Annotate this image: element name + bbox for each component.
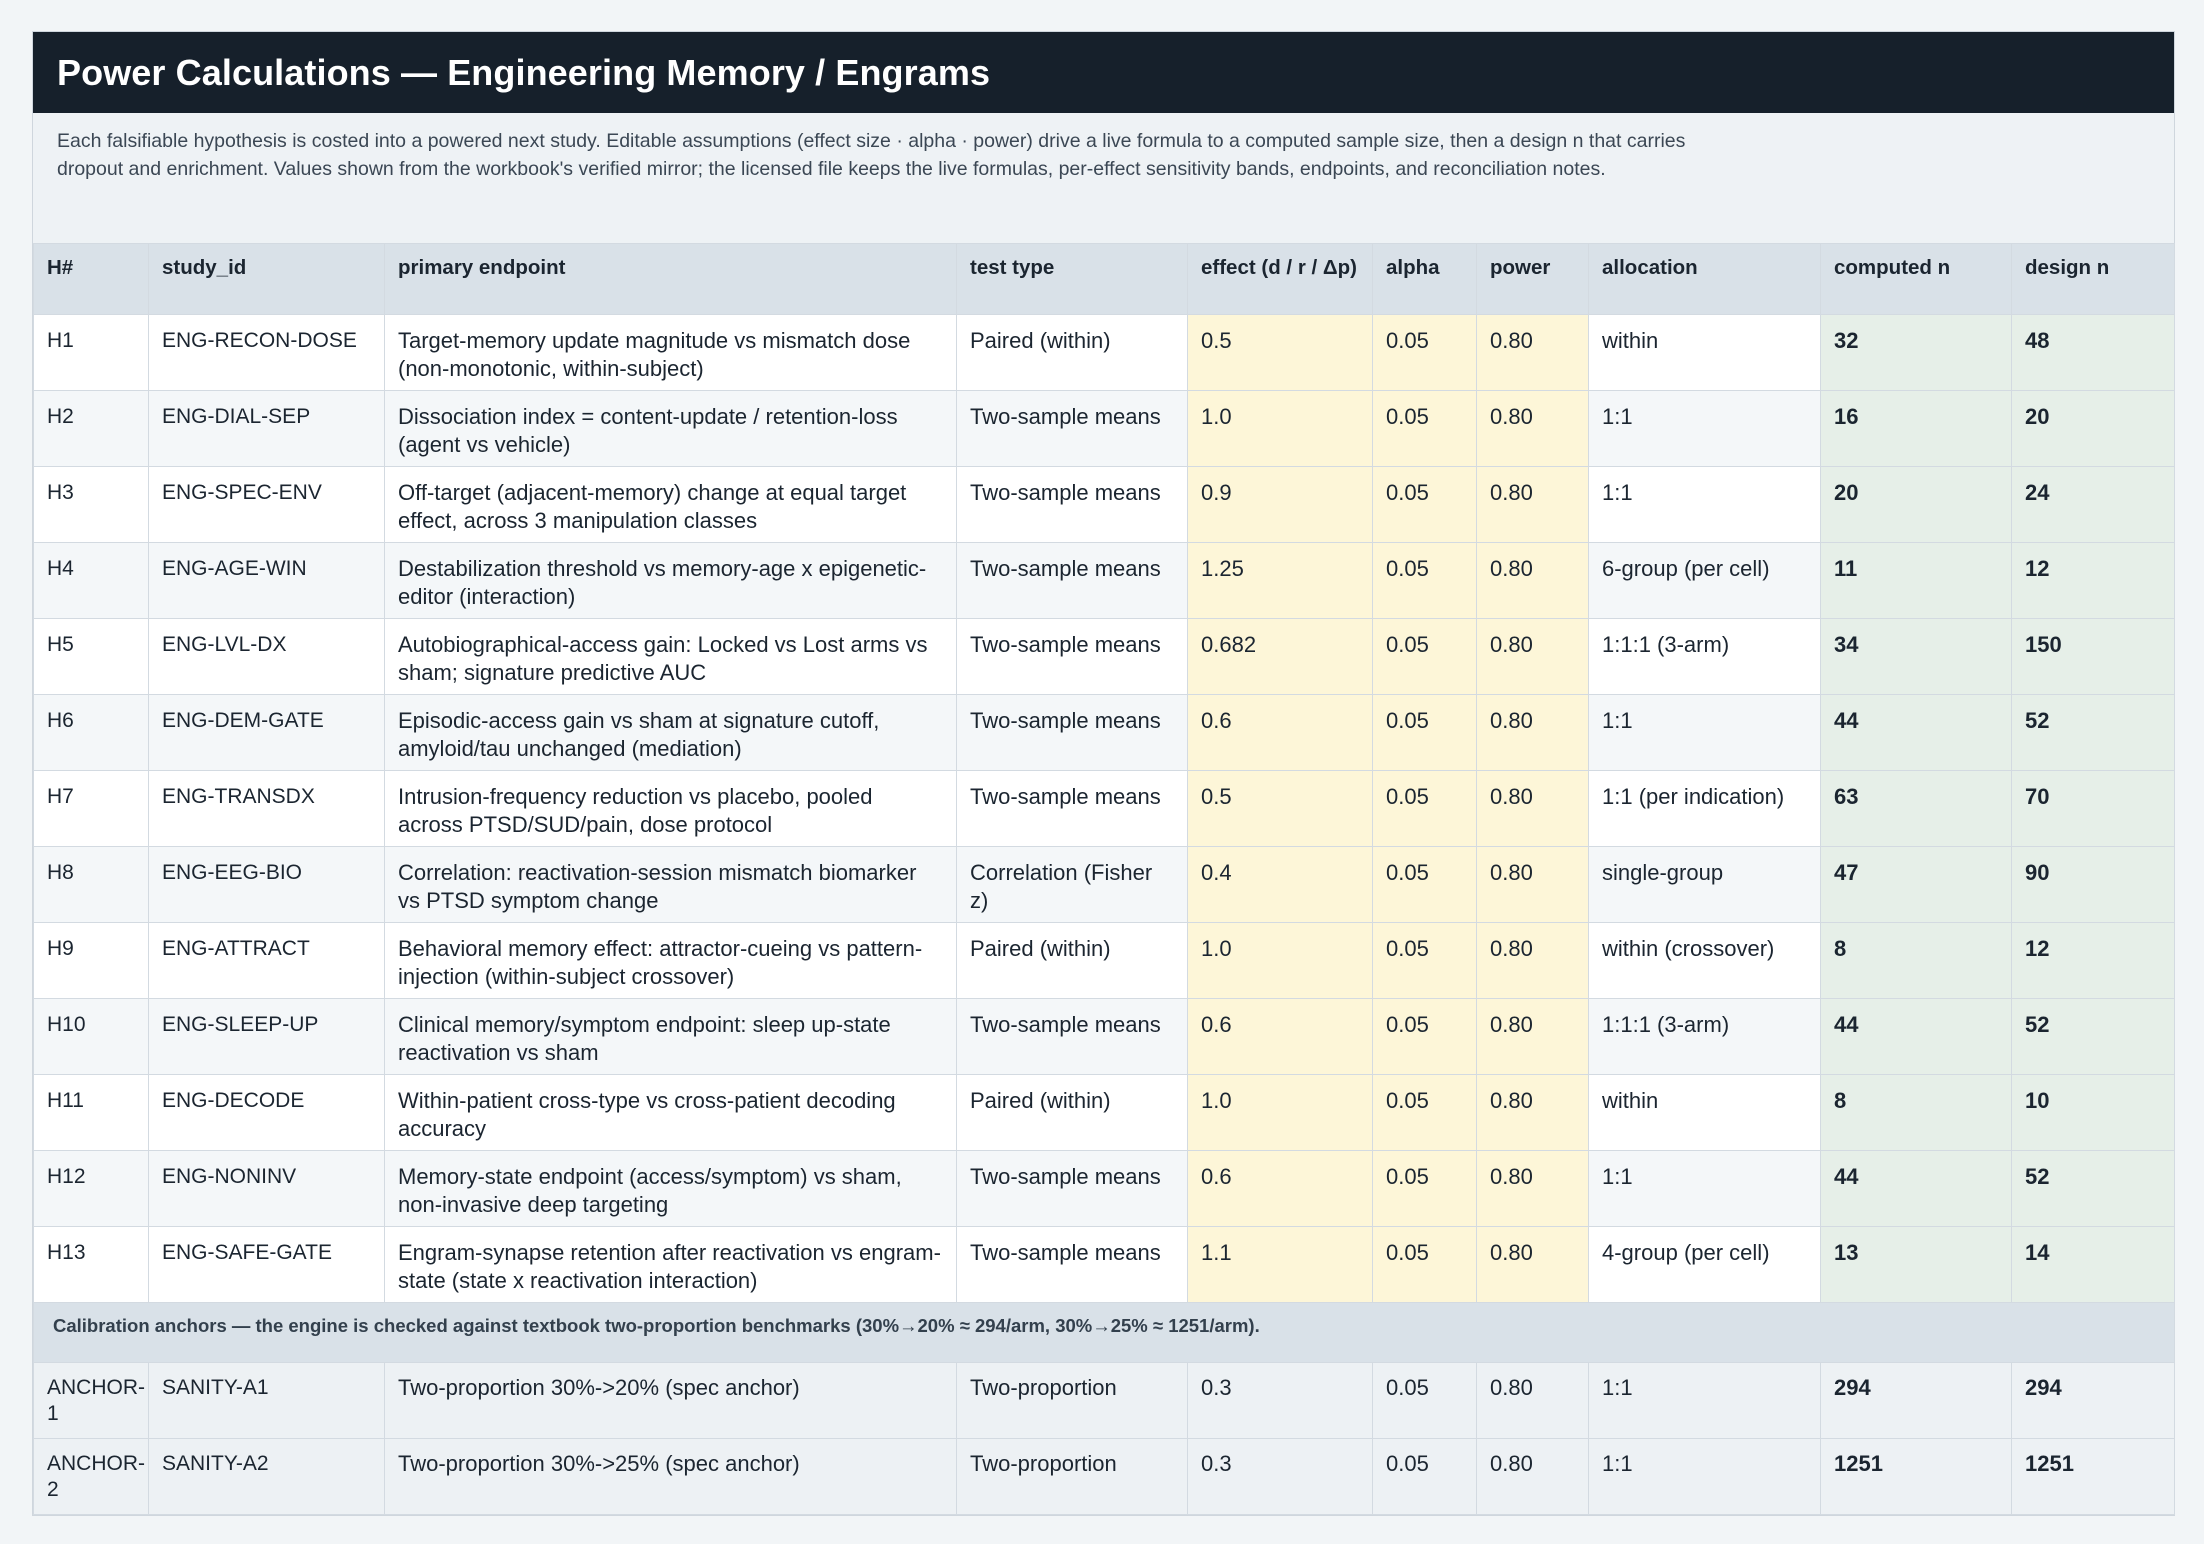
endpoint-text: Destabilization threshold vs memory-age x epigenetic-editor (interaction) xyxy=(398,556,927,609)
col-header-primary-endpoint[interactable]: primary endpoint xyxy=(385,244,957,315)
cell-design-n: 150 xyxy=(2012,619,2175,695)
table-row xyxy=(34,999,2175,1075)
power-calculations-sheet xyxy=(32,31,2175,1516)
cell-primary-endpoint xyxy=(385,847,957,923)
cell-study-id: ENG-SPEC-ENV xyxy=(149,467,385,543)
endpoint-text: Memory-state endpoint (access/symptom) vs sham, non-invasive deep targeting xyxy=(398,1164,902,1217)
cell-study-id: ENG-NONINV xyxy=(149,1151,385,1227)
table-row xyxy=(34,543,2175,619)
cell-study-id: SANITY-A1 xyxy=(149,1363,385,1439)
cell-alpha[interactable]: 0.05 xyxy=(1373,391,1477,467)
anchor-note: Calibration anchors — the engine is checked against textbook two-proportion benchmarks (30%→20% ≈ 294/arm, 30%→25% ≈ 1251/arm). xyxy=(34,1303,2175,1363)
table-row xyxy=(34,315,2175,391)
cell-alpha[interactable]: 0.05 xyxy=(1373,467,1477,543)
cell-hypothesis-id: H11 xyxy=(34,1075,149,1151)
endpoint-text: Clinical memory/symptom endpoint: sleep up-state reactivation vs sham xyxy=(398,1012,891,1065)
cell-computed-n: 44 xyxy=(1821,999,2012,1075)
cell-alpha[interactable]: 0.05 xyxy=(1373,315,1477,391)
cell-power: 0.80 xyxy=(1477,1363,1589,1439)
cell-alpha: 0.05 xyxy=(1373,1439,1477,1515)
cell-allocation: 1:1:1 (3-arm) xyxy=(1589,619,1821,695)
table-row xyxy=(34,923,2175,999)
cell-effect-size: 0.3 xyxy=(1188,1363,1373,1439)
cell-alpha[interactable]: 0.05 xyxy=(1373,543,1477,619)
cell-alpha[interactable]: 0.05 xyxy=(1373,1227,1477,1303)
anchor-row xyxy=(34,1363,2175,1439)
cell-power[interactable]: 0.80 xyxy=(1477,1075,1589,1151)
cell-hypothesis-id: H4 xyxy=(34,543,149,619)
cell-effect-size[interactable]: 1.0 xyxy=(1188,923,1373,999)
cell-design-n: 10 xyxy=(2012,1075,2175,1151)
col-header-study-id[interactable]: study_id xyxy=(149,244,385,315)
cell-primary-endpoint xyxy=(385,1227,957,1303)
anchor-rows xyxy=(34,1363,2175,1515)
cell-study-id: SANITY-A2 xyxy=(149,1439,385,1515)
cell-design-n: 52 xyxy=(2012,1151,2175,1227)
col-header-test-type[interactable]: test type xyxy=(957,244,1188,315)
cell-computed-n: 16 xyxy=(1821,391,2012,467)
cell-allocation: 1:1 xyxy=(1589,467,1821,543)
cell-power[interactable]: 0.80 xyxy=(1477,619,1589,695)
cell-hypothesis-id: H7 xyxy=(34,771,149,847)
cell-alpha[interactable]: 0.05 xyxy=(1373,1075,1477,1151)
cell-design-n: 1251 xyxy=(2012,1439,2175,1515)
cell-primary-endpoint xyxy=(385,1439,957,1515)
cell-power[interactable]: 0.80 xyxy=(1477,1151,1589,1227)
col-header-alpha[interactable]: alpha xyxy=(1373,244,1477,315)
cell-effect-size[interactable]: 1.0 xyxy=(1188,391,1373,467)
endpoint-text: Two-proportion 30%->20% (spec anchor) xyxy=(398,1375,800,1400)
cell-power[interactable]: 0.80 xyxy=(1477,847,1589,923)
cell-allocation: within xyxy=(1589,315,1821,391)
cell-design-n: 20 xyxy=(2012,391,2175,467)
cell-power[interactable]: 0.80 xyxy=(1477,999,1589,1075)
cell-test-type: Two-sample means xyxy=(957,771,1188,847)
cell-test-type: Two-sample means xyxy=(957,1151,1188,1227)
cell-design-n: 90 xyxy=(2012,847,2175,923)
cell-primary-endpoint xyxy=(385,543,957,619)
col-header-effect[interactable]: effect (d / r / Δp) xyxy=(1188,244,1373,315)
cell-test-type: Correlation (Fisher z) xyxy=(957,847,1188,923)
endpoint-text: Intrusion-frequency reduction vs placebo, pooled across PTSD/SUD/pain, dose protocol xyxy=(398,784,873,837)
cell-allocation: single-group xyxy=(1589,847,1821,923)
cell-effect-size[interactable]: 1.1 xyxy=(1188,1227,1373,1303)
cell-hypothesis-id: H1 xyxy=(34,315,149,391)
cell-primary-endpoint xyxy=(385,1363,957,1439)
cell-hypothesis-id: ANCHOR-1 xyxy=(34,1363,149,1439)
cell-hypothesis-id: H6 xyxy=(34,695,149,771)
cell-hypothesis-id: H3 xyxy=(34,467,149,543)
cell-effect-size[interactable]: 0.9 xyxy=(1188,467,1373,543)
cell-hypothesis-id: H10 xyxy=(34,999,149,1075)
cell-effect-size: 0.3 xyxy=(1188,1439,1373,1515)
cell-primary-endpoint xyxy=(385,923,957,999)
cell-computed-n: 13 xyxy=(1821,1227,2012,1303)
cell-alpha[interactable]: 0.05 xyxy=(1373,1151,1477,1227)
cell-primary-endpoint xyxy=(385,1151,957,1227)
cell-power[interactable]: 0.80 xyxy=(1477,467,1589,543)
table-row xyxy=(34,467,2175,543)
cell-design-n: 12 xyxy=(2012,543,2175,619)
table-row xyxy=(34,771,2175,847)
cell-effect-size[interactable]: 0.6 xyxy=(1188,1151,1373,1227)
col-header-allocation[interactable]: allocation xyxy=(1589,244,1821,315)
cell-effect-size[interactable]: 0.5 xyxy=(1188,315,1373,391)
page-title: Power Calculations — Engineering Memory / Engrams xyxy=(57,51,991,93)
cell-study-id: ENG-AGE-WIN xyxy=(149,543,385,619)
cell-allocation: within (crossover) xyxy=(1589,923,1821,999)
table-row xyxy=(34,1151,2175,1227)
endpoint-text: Correlation: reactivation-session mismatch biomarker vs PTSD symptom change xyxy=(398,860,917,913)
cell-computed-n: 20 xyxy=(1821,467,2012,543)
cell-hypothesis-id: H2 xyxy=(34,391,149,467)
cell-study-id: ENG-DECODE xyxy=(149,1075,385,1151)
cell-study-id: ENG-ATTRACT xyxy=(149,923,385,999)
cell-hypothesis-id: H12 xyxy=(34,1151,149,1227)
endpoint-text: Engram-synapse retention after reactivation vs engram-state (state x reactivation interaction) xyxy=(398,1240,941,1293)
cell-effect-size[interactable]: 1.0 xyxy=(1188,1075,1373,1151)
cell-allocation: 1:1 xyxy=(1589,1439,1821,1515)
cell-hypothesis-id: ANCHOR-2 xyxy=(34,1439,149,1515)
cell-test-type: Two-sample means xyxy=(957,695,1188,771)
table-row xyxy=(34,619,2175,695)
cell-primary-endpoint xyxy=(385,1075,957,1151)
cell-power[interactable]: 0.80 xyxy=(1477,923,1589,999)
cell-primary-endpoint xyxy=(385,619,957,695)
cell-test-type: Paired (within) xyxy=(957,315,1188,391)
cell-alpha[interactable]: 0.05 xyxy=(1373,847,1477,923)
cell-test-type: Two-proportion xyxy=(957,1363,1188,1439)
intro-text: Each falsifiable hypothesis is costed into a powered next study. Editable assumptions (effect size · alpha · power) drive a live formula to a computed sample size, then a design n that carries dropout and enrichment. Values shown from the workbook's verified mirror; the licensed file keeps the live formulas, per-effect sensitivity bands, endpoints, and reconciliation notes. xyxy=(57,130,1686,180)
anchor-row xyxy=(34,1439,2175,1515)
cell-power[interactable]: 0.80 xyxy=(1477,315,1589,391)
cell-design-n: 12 xyxy=(2012,923,2175,999)
cell-primary-endpoint xyxy=(385,695,957,771)
title-bar xyxy=(33,32,2174,113)
cell-study-id: ENG-TRANSDX xyxy=(149,771,385,847)
cell-test-type: Paired (within) xyxy=(957,1075,1188,1151)
cell-hypothesis-id: H5 xyxy=(34,619,149,695)
cell-alpha[interactable]: 0.05 xyxy=(1373,771,1477,847)
endpoint-text: Dissociation index = content-update / retention-loss (agent vs vehicle) xyxy=(398,404,898,457)
cell-allocation: 6-group (per cell) xyxy=(1589,543,1821,619)
cell-power[interactable]: 0.80 xyxy=(1477,1227,1589,1303)
cell-power[interactable]: 0.80 xyxy=(1477,695,1589,771)
cell-study-id: ENG-DIAL-SEP xyxy=(149,391,385,467)
table-row xyxy=(34,391,2175,467)
cell-computed-n: 8 xyxy=(1821,923,2012,999)
cell-allocation: 1:1 xyxy=(1589,695,1821,771)
cell-power[interactable]: 0.80 xyxy=(1477,771,1589,847)
cell-test-type: Paired (within) xyxy=(957,923,1188,999)
cell-primary-endpoint xyxy=(385,467,957,543)
cell-effect-size[interactable]: 0.6 xyxy=(1188,695,1373,771)
cell-computed-n: 32 xyxy=(1821,315,2012,391)
cell-effect-size[interactable]: 0.4 xyxy=(1188,847,1373,923)
endpoint-text: Off-target (adjacent-memory) change at equal target effect, across 3 manipulation classes xyxy=(398,480,907,533)
cell-study-id: ENG-DEM-GATE xyxy=(149,695,385,771)
cell-computed-n: 63 xyxy=(1821,771,2012,847)
cell-design-n: 48 xyxy=(2012,315,2175,391)
cell-computed-n: 34 xyxy=(1821,619,2012,695)
cell-alpha[interactable]: 0.05 xyxy=(1373,695,1477,771)
cell-computed-n: 294 xyxy=(1821,1363,2012,1439)
cell-design-n: 52 xyxy=(2012,695,2175,771)
cell-power: 0.80 xyxy=(1477,1439,1589,1515)
cell-effect-size[interactable]: 0.5 xyxy=(1188,771,1373,847)
cell-effect-size[interactable]: 0.682 xyxy=(1188,619,1373,695)
endpoint-text: Within-patient cross-type vs cross-patient decoding accuracy xyxy=(398,1088,896,1141)
cell-allocation: 1:1 xyxy=(1589,1363,1821,1439)
cell-hypothesis-id: H13 xyxy=(34,1227,149,1303)
cell-primary-endpoint xyxy=(385,999,957,1075)
cell-power[interactable]: 0.80 xyxy=(1477,543,1589,619)
endpoint-text: Episodic-access gain vs sham at signature cutoff, amyloid/tau unchanged (mediation) xyxy=(398,708,880,761)
cell-hypothesis-id: H8 xyxy=(34,847,149,923)
endpoint-text: Target-memory update magnitude vs mismatch dose (non-monotonic, within-subject) xyxy=(398,328,911,381)
cell-alpha: 0.05 xyxy=(1373,1363,1477,1439)
cell-test-type: Two-sample means xyxy=(957,999,1188,1075)
cell-design-n: 294 xyxy=(2012,1363,2175,1439)
cell-design-n: 24 xyxy=(2012,467,2175,543)
cell-allocation: 1:1 (per indication) xyxy=(1589,771,1821,847)
endpoint-text: Behavioral memory effect: attractor-cueing vs pattern-injection (within-subject crossover) xyxy=(398,936,923,989)
cell-test-type: Two-sample means xyxy=(957,391,1188,467)
cell-test-type: Two-sample means xyxy=(957,543,1188,619)
cell-computed-n: 44 xyxy=(1821,1151,2012,1227)
cell-design-n: 52 xyxy=(2012,999,2175,1075)
col-header-design-n[interactable]: design n xyxy=(2012,244,2175,315)
cell-allocation: 4-group (per cell) xyxy=(1589,1227,1821,1303)
cell-effect-size[interactable]: 1.25 xyxy=(1188,543,1373,619)
cell-allocation: 1:1 xyxy=(1589,391,1821,467)
cell-computed-n: 1251 xyxy=(1821,1439,2012,1515)
col-header-h[interactable]: H# xyxy=(34,244,149,315)
cell-allocation: within xyxy=(1589,1075,1821,1151)
cell-design-n: 14 xyxy=(2012,1227,2175,1303)
endpoint-text: Two-proportion 30%->25% (spec anchor) xyxy=(398,1451,800,1476)
cell-alpha[interactable]: 0.05 xyxy=(1373,999,1477,1075)
table-row xyxy=(34,695,2175,771)
cell-hypothesis-id: H9 xyxy=(34,923,149,999)
cell-primary-endpoint xyxy=(385,391,957,467)
cell-study-id: ENG-LVL-DX xyxy=(149,619,385,695)
col-header-computed-n[interactable]: computed n xyxy=(1821,244,2012,315)
cell-allocation: 1:1 xyxy=(1589,1151,1821,1227)
col-header-power[interactable]: power xyxy=(1477,244,1589,315)
cell-test-type: Two-proportion xyxy=(957,1439,1188,1515)
cell-test-type: Two-sample means xyxy=(957,619,1188,695)
cell-test-type: Two-sample means xyxy=(957,1227,1188,1303)
table-row xyxy=(34,1075,2175,1151)
hypothesis-rows xyxy=(34,315,2175,1303)
cell-computed-n: 11 xyxy=(1821,543,2012,619)
cell-study-id: ENG-EEG-BIO xyxy=(149,847,385,923)
cell-primary-endpoint xyxy=(385,771,957,847)
cell-alpha[interactable]: 0.05 xyxy=(1373,619,1477,695)
header-row xyxy=(34,244,2175,315)
table-row xyxy=(34,847,2175,923)
cell-computed-n: 47 xyxy=(1821,847,2012,923)
power-table xyxy=(33,243,2175,1515)
cell-computed-n: 8 xyxy=(1821,1075,2012,1151)
cell-effect-size[interactable]: 0.6 xyxy=(1188,999,1373,1075)
cell-primary-endpoint xyxy=(385,315,957,391)
cell-study-id: ENG-SAFE-GATE xyxy=(149,1227,385,1303)
cell-alpha[interactable]: 0.05 xyxy=(1373,923,1477,999)
cell-allocation: 1:1:1 (3-arm) xyxy=(1589,999,1821,1075)
cell-test-type: Two-sample means xyxy=(957,467,1188,543)
cell-study-id: ENG-RECON-DOSE xyxy=(149,315,385,391)
cell-design-n: 70 xyxy=(2012,771,2175,847)
cell-power[interactable]: 0.80 xyxy=(1477,391,1589,467)
cell-study-id: ENG-SLEEP-UP xyxy=(149,999,385,1075)
cell-computed-n: 44 xyxy=(1821,695,2012,771)
anchor-note-row xyxy=(34,1303,2175,1363)
endpoint-text: Autobiographical-access gain: Locked vs Lost arms vs sham; signature predictive AUC xyxy=(398,632,928,685)
table-row xyxy=(34,1227,2175,1303)
